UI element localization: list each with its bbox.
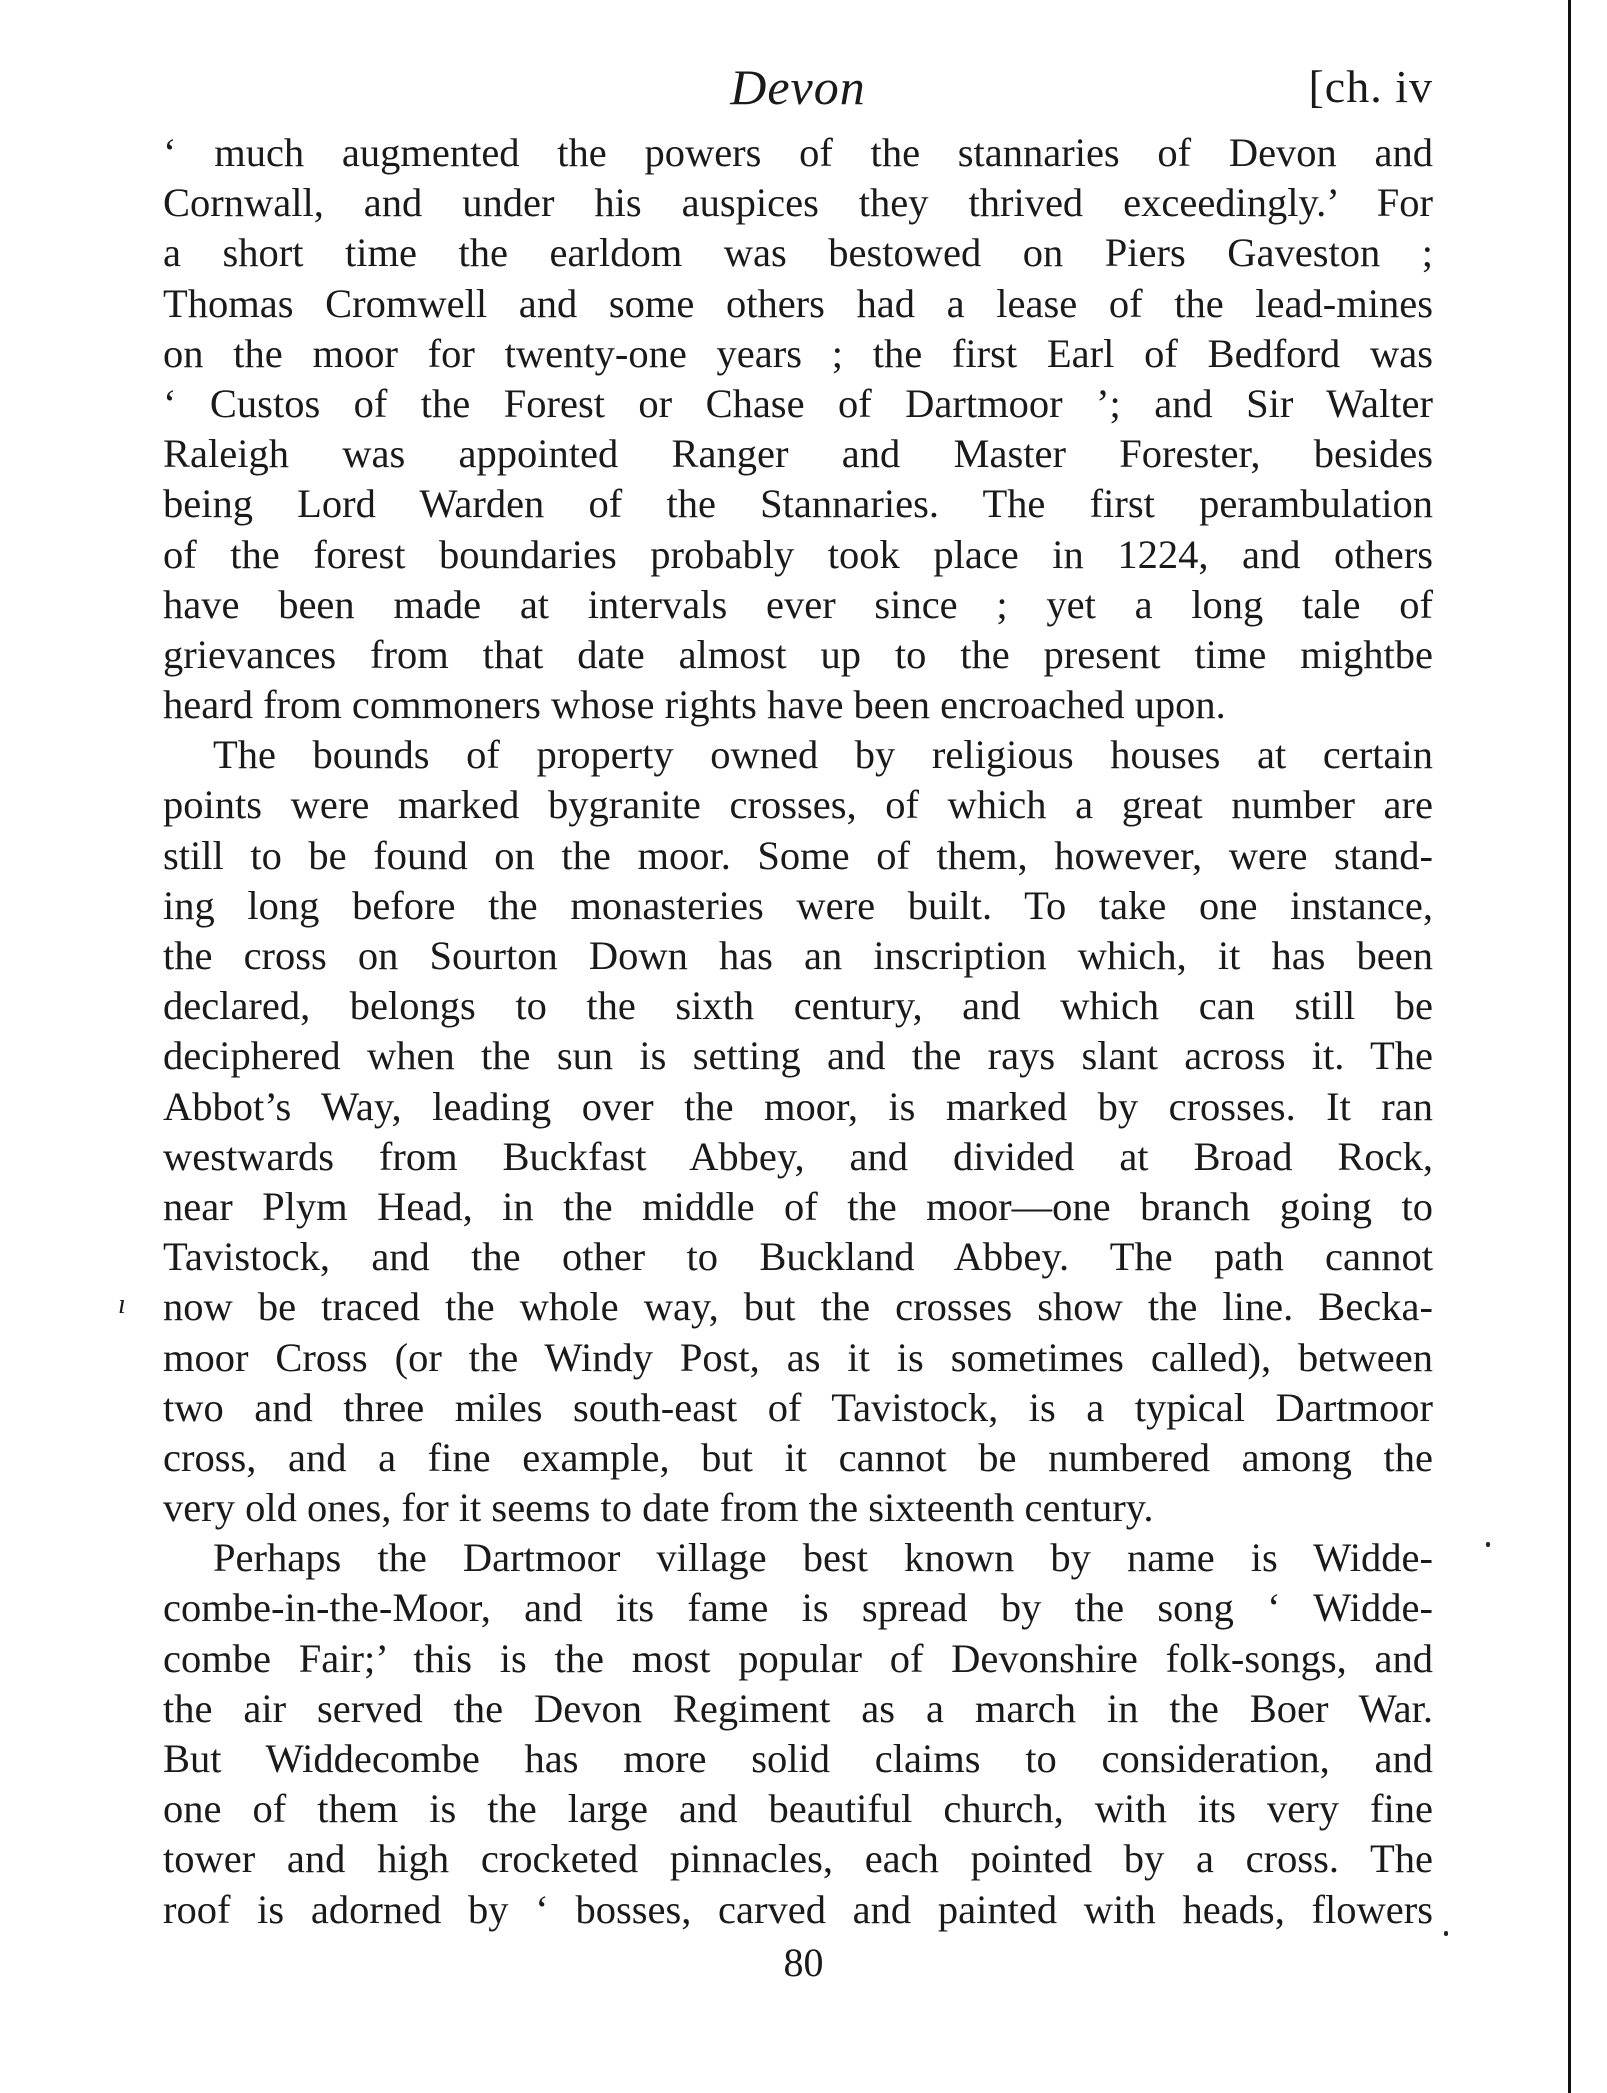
text-line: grievances from that date almost up to the present time mightbe [163, 631, 1433, 677]
text-line: ‘ much augmented the powers of the stannaries of Devon and [163, 130, 1433, 175]
text-line: very old ones, for it seems to date from the sixteenth century. [163, 1485, 1154, 1531]
text-line: declared, belongs to the sixth century, and which can still be [163, 983, 1433, 1029]
paragraph [163, 730, 1433, 1533]
text-line: moor Cross (or the Windy Post, as it is sometimes called), between [163, 1334, 1433, 1380]
text-line: Thomas Cromwell and some others had a lease of the lead-mines [163, 280, 1433, 326]
scan-edge-line [1568, 0, 1571, 2093]
text-line: deciphered when the sun is setting and the rays slant across it. The [163, 1033, 1433, 1079]
text-line: Perhaps the Dartmoor village best known by name is Widde- [213, 1535, 1433, 1581]
text-line: a short time the earldom was bestowed on Piers Gaveston ; [163, 230, 1433, 276]
running-title: Devon [730, 59, 866, 115]
text-line: Abbot’s Way, leading over the moor, is marked by crosses. It ran [163, 1083, 1433, 1129]
text-line: being Lord Warden of the Stannaries. The first perambulation [163, 481, 1433, 527]
paragraph [163, 128, 1433, 730]
scan-speck [1486, 1542, 1490, 1547]
text-line: But Widdecombe has more solid claims to consideration, and [163, 1736, 1433, 1781]
text-line: on the moor for twenty-one years ; the first Earl of Bedford was [163, 330, 1433, 376]
margin-mark: ı [118, 1289, 126, 1320]
text-line: The bounds of property owned by religious houses at certain [213, 732, 1433, 778]
text-line: Raleigh was appointed Ranger and Master Forester, besides [163, 431, 1433, 477]
body-text [163, 128, 1433, 1935]
text-line: of the forest boundaries probably took place in 1224, and others [163, 531, 1433, 577]
text-line: roof is adorned by ‘ bosses, carved and painted with heads, flowers [163, 1886, 1433, 1932]
text-line: Tavistock, and the other to Buckland Abbey. The path cannot [163, 1234, 1433, 1280]
text-line: combe Fair;’ this is the most popular of Devonshire folk-songs, and [163, 1635, 1433, 1681]
text-line: heard from commoners whose rights have been encroached upon. [163, 682, 1226, 728]
scan-speck [1444, 1931, 1448, 1936]
page-number: 80 [783, 1940, 824, 1985]
text-line: have been made at intervals ever since ; yet a long tale of [163, 581, 1433, 627]
text-line: still to be found on the moor. Some of them, however, were stand- [163, 832, 1433, 878]
text-line: cross, and a fine example, but it cannot be numbered among the [163, 1434, 1433, 1480]
text-line: now be traced the whole way, but the crosses show the line. Becka- [163, 1284, 1433, 1330]
chapter-reference: [ch. iv [1308, 61, 1433, 112]
paragraph [163, 1533, 1433, 1935]
text-line: Cornwall, and under his auspices they thrived exceedingly.’ For [163, 180, 1433, 226]
text-line: ‘ Custos of the Forest or Chase of Dartmoor ’; and Sir Walter [163, 380, 1433, 426]
text-line: the air served the Devon Regiment as a march in the Boer War. [163, 1685, 1433, 1731]
text-line: westwards from Buckfast Abbey, and divided at Broad Rock, [163, 1133, 1433, 1179]
text-line: tower and high crocketed pinnacles, each pointed by a cross. The [163, 1836, 1433, 1882]
text-line: points were marked bygranite crosses, of which a great number are [163, 782, 1433, 828]
text-line: ing long before the monasteries were built. To take one instance, [163, 882, 1433, 928]
text-line: the cross on Sourton Down has an inscription which, it has been [163, 933, 1433, 978]
text-line: combe-in-the-Moor, and its fame is spread by the song ‘ Widde- [163, 1585, 1433, 1631]
running-header [163, 52, 1433, 122]
text-line: two and three miles south-east of Tavistock, is a typical Dartmoor [163, 1384, 1433, 1430]
text-line: one of them is the large and beautiful church, with its very fine [163, 1786, 1433, 1832]
text-line: near Plym Head, in the middle of the moor—one branch going to [163, 1183, 1433, 1229]
